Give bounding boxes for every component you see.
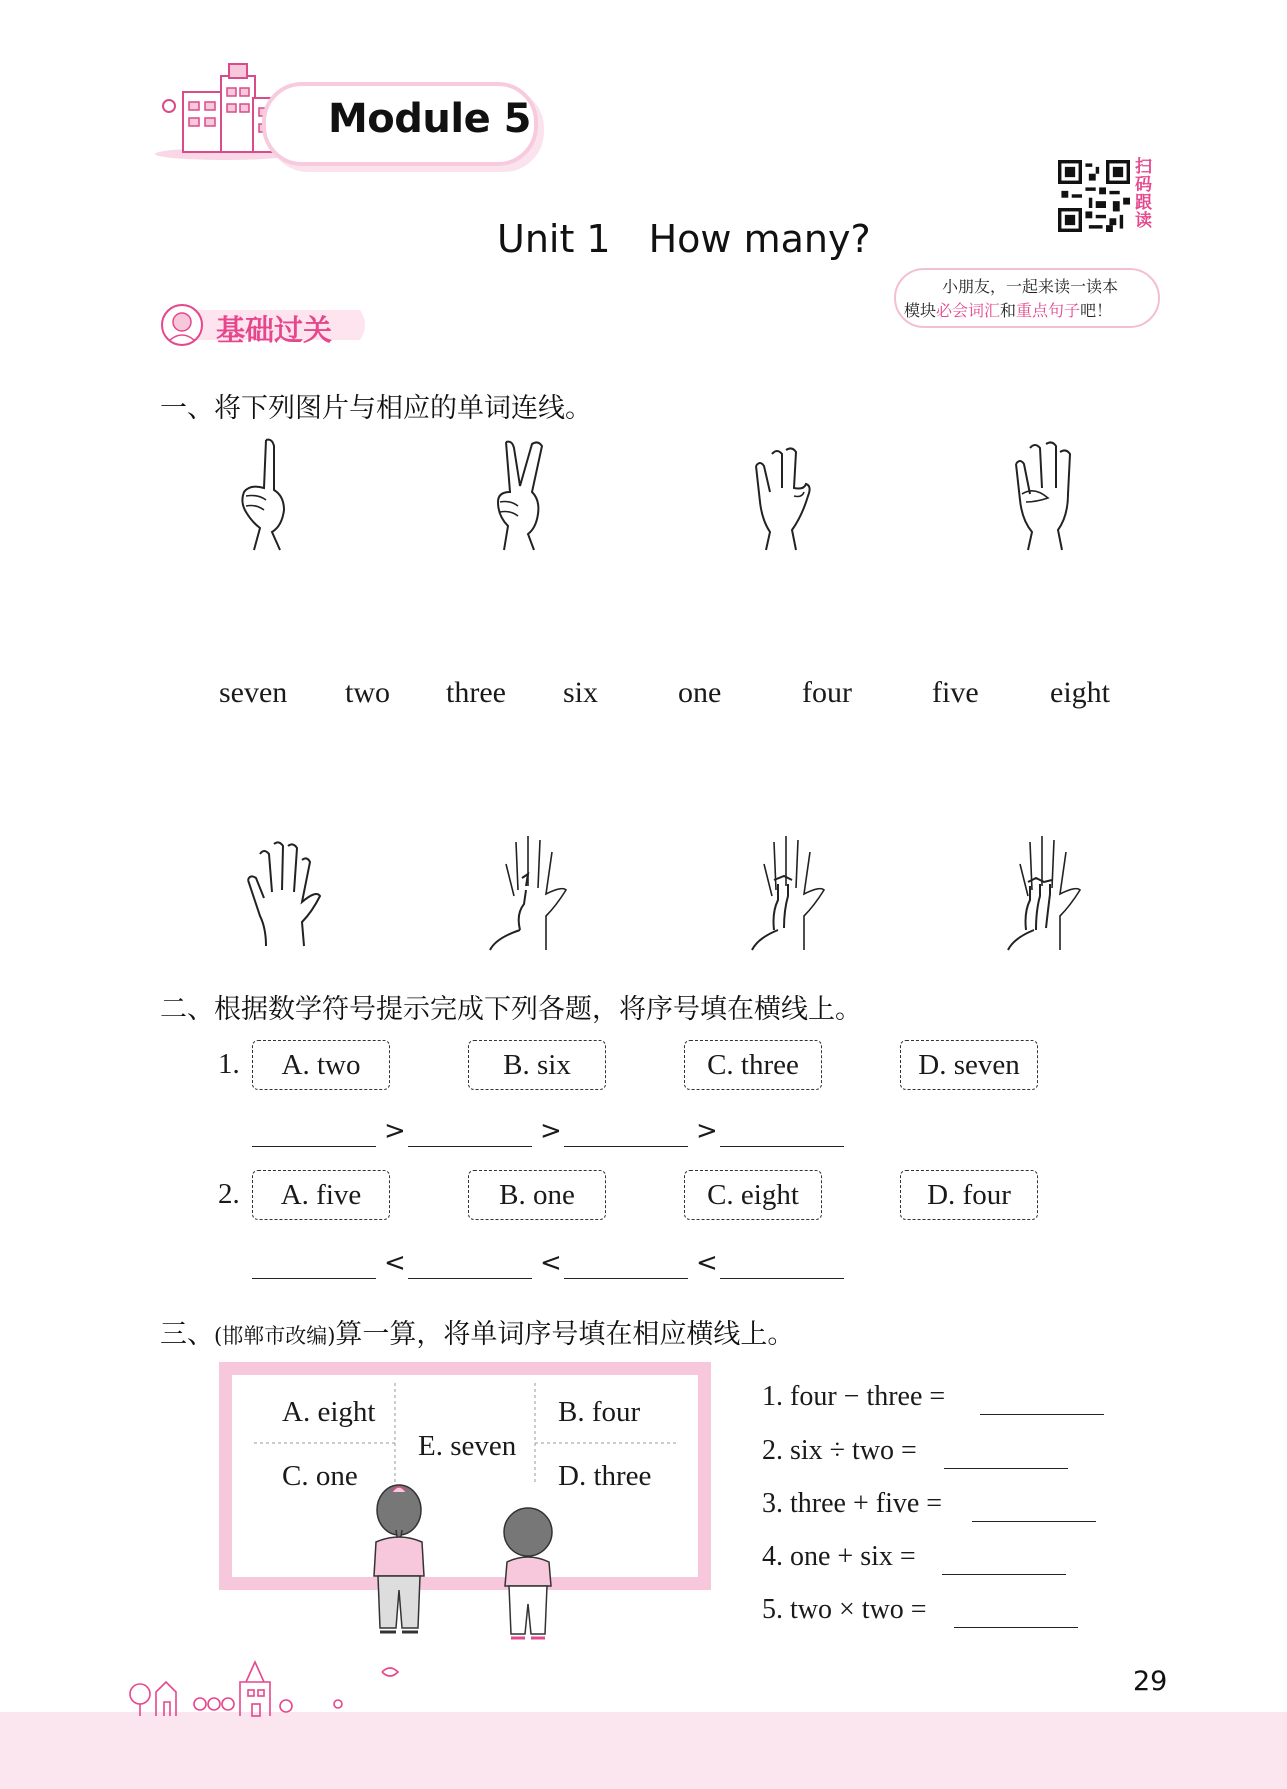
answer-blank[interactable] xyxy=(972,1521,1096,1522)
equation-4: 4. one + six = xyxy=(762,1541,916,1572)
word-item: six xyxy=(563,676,599,709)
qr-label: 扫码跟读 xyxy=(1135,157,1152,231)
answer-blank[interactable] xyxy=(720,1146,844,1147)
answer-blank[interactable] xyxy=(954,1627,1078,1628)
hand-seven-icon xyxy=(744,834,830,952)
answer-blank[interactable] xyxy=(944,1468,1068,1469)
word-item: two xyxy=(345,676,390,709)
module-title: Module 5 xyxy=(328,96,531,142)
compare-symbol: < xyxy=(384,1248,406,1278)
equation-2: 2. six ÷ two = xyxy=(762,1435,917,1466)
answer-blank[interactable] xyxy=(564,1278,688,1279)
option-box: D. seven xyxy=(900,1040,1038,1090)
answer-blank[interactable] xyxy=(720,1278,844,1279)
unit-title: Unit 1 How many? xyxy=(497,217,871,261)
answer-blank[interactable] xyxy=(942,1574,1066,1575)
answer-blank[interactable] xyxy=(408,1278,532,1279)
word-item: eight xyxy=(1050,676,1110,709)
option-box: A. five xyxy=(252,1170,390,1220)
section-label: 基础过关 xyxy=(216,313,333,347)
equation-5: 5. two × two = xyxy=(762,1594,927,1625)
hand-three-icon xyxy=(742,436,822,552)
part2-heading: 二、根据数学符号提示完成下列各题，将序号填在横线上。 xyxy=(160,994,862,1025)
hand-two-icon xyxy=(488,436,558,552)
answer-blank[interactable] xyxy=(252,1146,376,1147)
word-item: one xyxy=(678,676,722,709)
compare-symbol: < xyxy=(540,1248,562,1278)
question-number: 2. xyxy=(218,1178,240,1210)
box-word-a: A. eight xyxy=(282,1396,376,1428)
bubble-text-line2: 模块必会词汇和重点句子吧！ xyxy=(904,301,1113,320)
answer-blank[interactable] xyxy=(980,1414,1104,1415)
box-word-c: C. one xyxy=(282,1460,358,1492)
answer-blank[interactable] xyxy=(408,1146,532,1147)
footer-band xyxy=(0,1712,1287,1789)
compare-symbol: < xyxy=(696,1248,718,1278)
box-word-d: D. three xyxy=(558,1460,652,1492)
hand-five-icon xyxy=(242,836,324,948)
option-box: B. six xyxy=(468,1040,606,1090)
option-box: B. one xyxy=(468,1170,606,1220)
town-decoration-icon xyxy=(120,1646,410,1718)
word-item: four xyxy=(802,676,852,709)
hand-one-icon xyxy=(232,436,302,552)
question-number: 1. xyxy=(218,1048,240,1080)
bubble-text-line1: 小朋友，一起来读一读本 xyxy=(942,277,1119,296)
page-number: 29 xyxy=(1133,1666,1168,1697)
option-box: C. eight xyxy=(684,1170,822,1220)
part1-heading: 一、将下列图片与相应的单词连线。 xyxy=(160,393,592,424)
option-box: A. two xyxy=(252,1040,390,1090)
equation-1: 1. four − three = xyxy=(762,1381,946,1412)
answer-blank[interactable] xyxy=(252,1278,376,1279)
option-box: C. three xyxy=(684,1040,822,1090)
answer-blank[interactable] xyxy=(564,1146,688,1147)
option-box: D. four xyxy=(900,1170,1038,1220)
word-item: five xyxy=(932,676,979,709)
box-word-b: B. four xyxy=(558,1396,641,1428)
hand-six-icon xyxy=(486,834,572,952)
compare-symbol: > xyxy=(696,1116,718,1146)
girl-illustration xyxy=(366,1480,432,1642)
compare-symbol: > xyxy=(540,1116,562,1146)
box-word-e: E. seven xyxy=(418,1430,517,1462)
qr-code-icon[interactable] xyxy=(1058,160,1130,232)
boy-illustration xyxy=(497,1506,559,1642)
part3-heading: 三、(邯郸市改编)算一算，将单词序号填在相应横线上。 xyxy=(160,1319,795,1350)
equation-3: 3. three + five = xyxy=(762,1488,943,1519)
compare-symbol: > xyxy=(384,1116,406,1146)
word-item: seven xyxy=(219,676,288,709)
word-item: three xyxy=(446,676,506,709)
hand-eight-icon xyxy=(1000,834,1086,952)
hand-four-icon xyxy=(1006,436,1086,552)
